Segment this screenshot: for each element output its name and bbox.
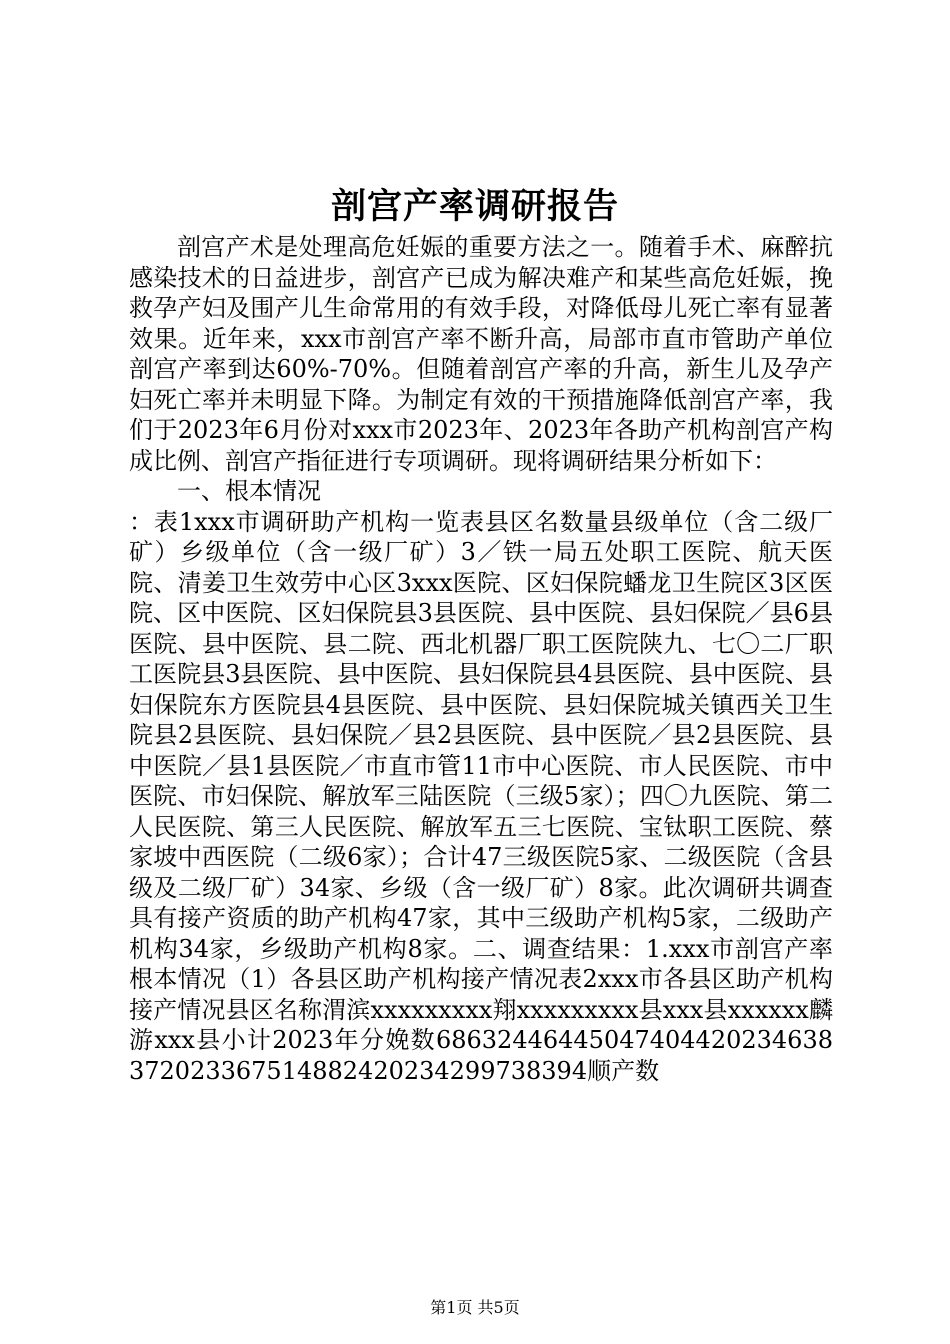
page-footer: 第1页 共5页	[430, 1298, 520, 1317]
document-body	[129, 232, 833, 1086]
document-title: 剖宫产率调研报告	[330, 186, 619, 227]
section-heading-basic-situation: 一、根本情况	[177, 477, 321, 505]
intro-paragraph: 剖宫产术是处理高危妊娠的重要方法之一。随着手术、麻醉抗感染技术的日益进步，剖宫产已成为解决难产和某些高危妊娠，挽救孕产妇及围产儿生命常用的有效手段，对降低母儿死亡率有显著效果。近年来，xxx市剖宫产率不断升高，局部市直市管助产单位剖宫产率到达60%-70%。但随着剖宫产率的升高，新生儿及孕产妇死亡率并未明显下降。为制定有效的干预措施降低剖宫产率，我们于2023年6月份对xxx市2023年、2023年各助产机构剖宫产构成比例、剖宫产指征进行专项调研。现将调研结果分析如下：	[129, 233, 833, 475]
table-content-paragraph: ：表1xxx市调研助产机构一览表县区名数量县级单位（含二级厂矿）乡级单位（含一级厂矿）3／铁一局五处职工医院、航天医院、清姜卫生效劳中心区3xxx医院、区妇保院蟠龙卫生院区3区医院、区中医院、区妇保院县3县医院、县中医院、县妇保院／县6县医院、县中医院、县二院、西北机器厂职工医院陕九、七〇二厂职工医院县3县医院、县中医院、县妇保院县4县医院、县中医院、县妇保院东方医院县4县医院、县中医院、县妇保院城关镇西关卫生院县2县医院、县妇保院／县2县医院、县中医院／县2县医院、县中医院／县1县医院／市直市管11市中心医院、市人民医院、市中医院、市妇保院、解放军三陆医院（三级5家）；四〇九医院、第二人民医院、第三人民医院、解放军五三七医院、宝钛职工医院、蔡家坡中西医院（二级6家）；合计47三级医院5家、二级医院（含县级及二级厂矿）34家、乡级（含一级厂矿）8家。此次调研共调查具有接产资质的助产机构47家，其中三级助产机构5家，二级助产机构34家，乡级助产机构8家。二、调查结果：1.xxx市剖宫产率根本情况（1）各县区助产机构接产情况表2xxx市各县区助产机构接产情况县区名称渭滨xxxxxxxxx翔xxxxxxxxx县xxx县xxxxxx麟游xxx县小计2023年分娩数68632446445047404420234638372023367514882420234299738394顺产数	[129, 507, 833, 1085]
